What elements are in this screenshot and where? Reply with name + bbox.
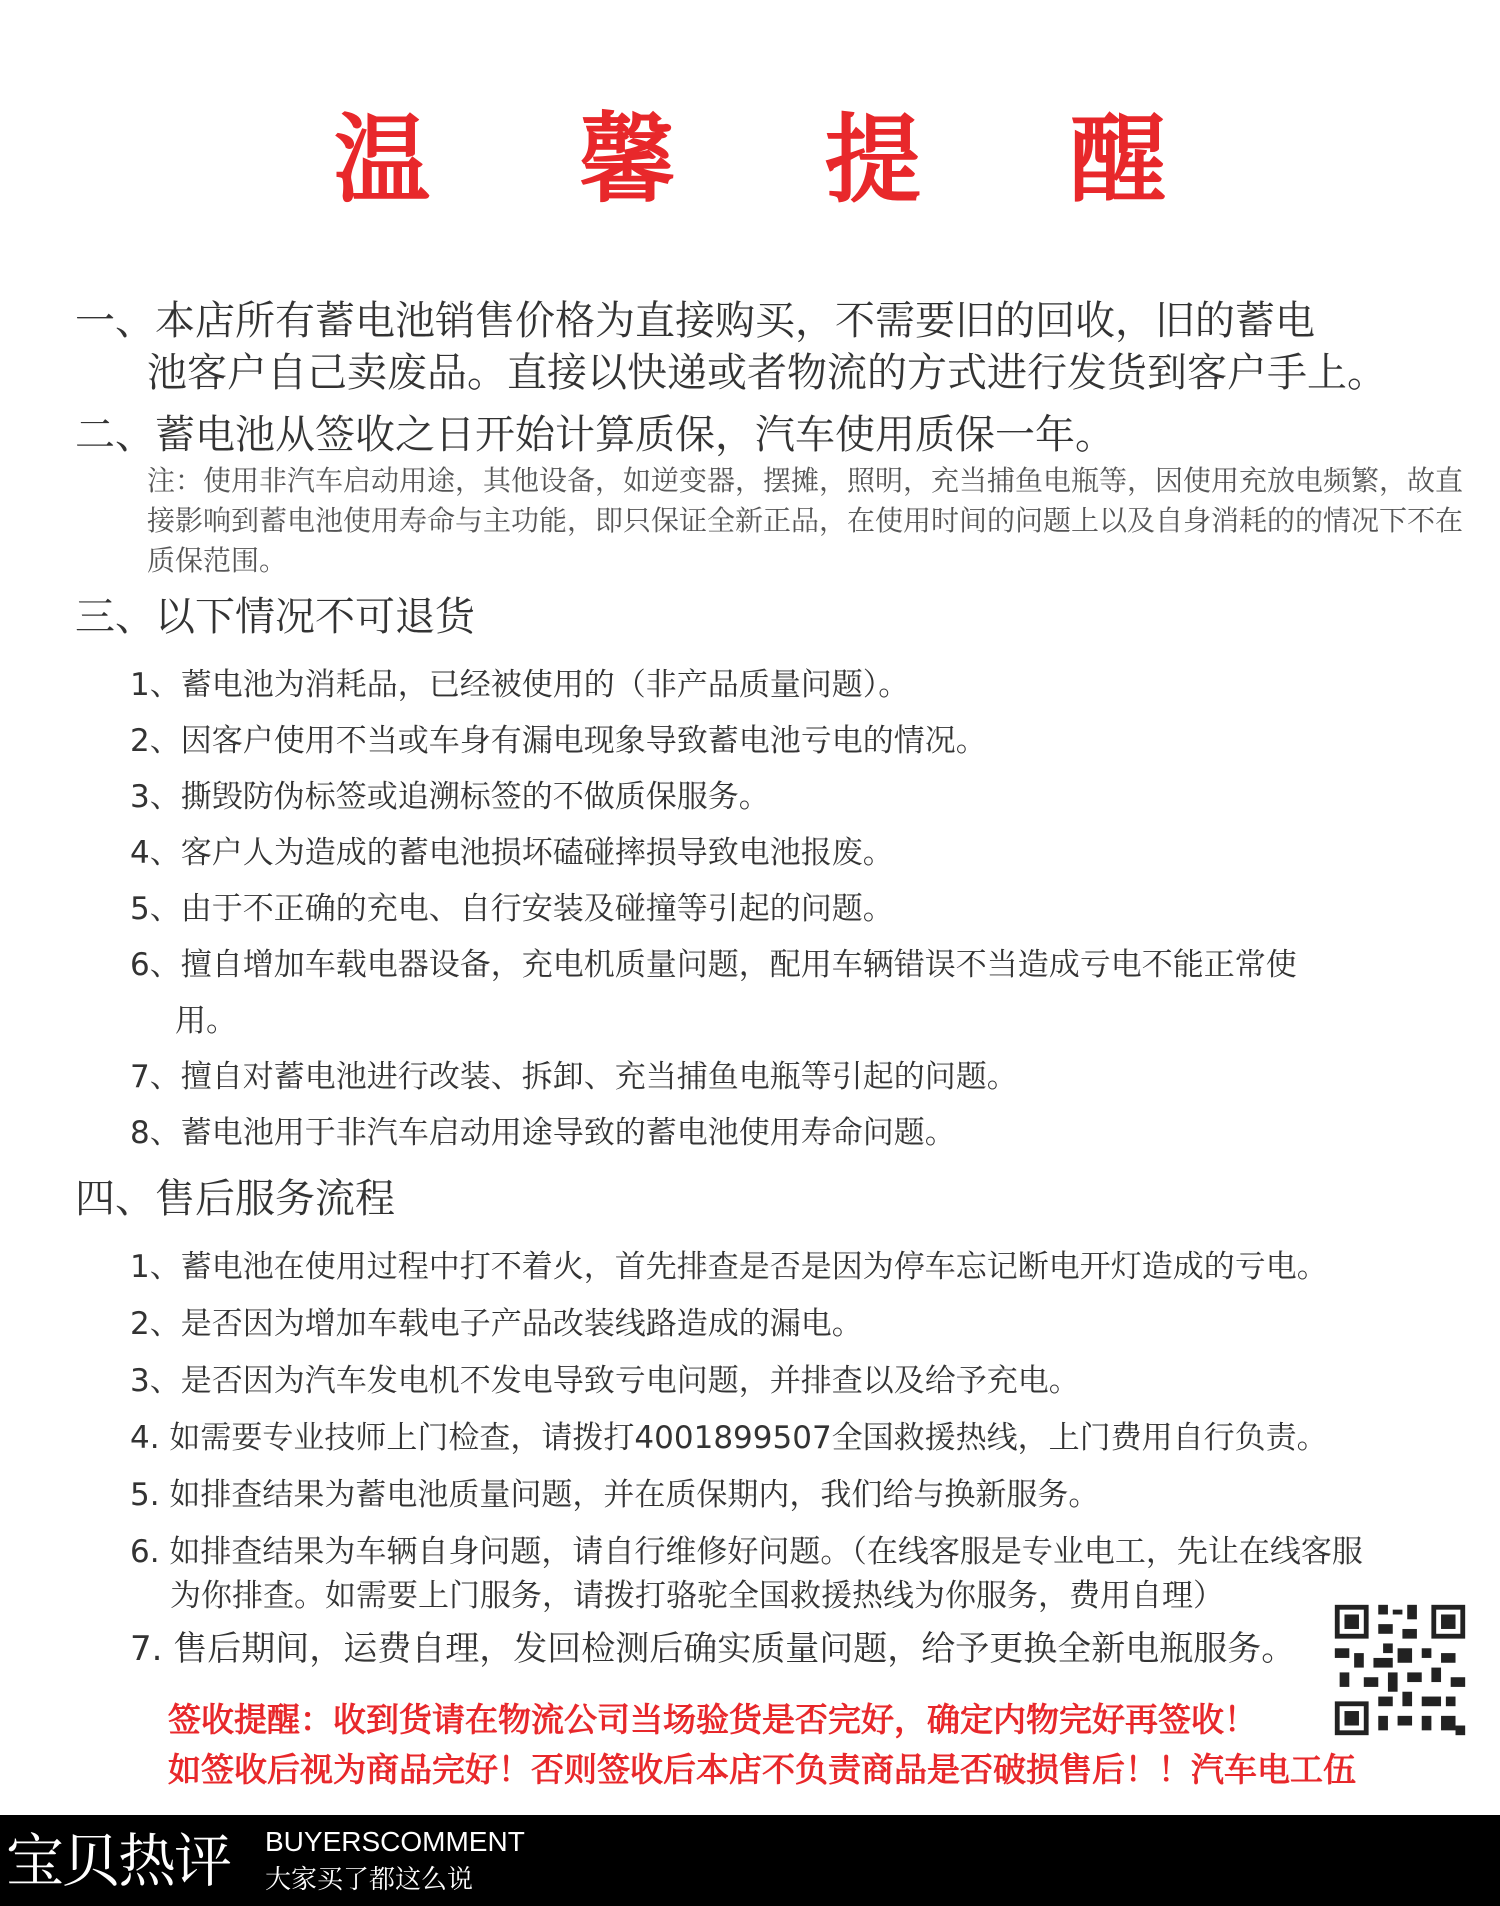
list-item: 3、是否因为汽车发电机不发电导致亏电问题，并排查以及给予充电。 <box>130 1363 1080 1399</box>
list-item: 4、客户人为造成的蓄电池损坏磕碰摔损导致电池报废。 <box>130 835 894 871</box>
list-item: 8、蓄电池用于非汽车启动用途导致的蓄电池使用寿命问题。 <box>130 1115 956 1151</box>
list-item: 1、蓄电池为消耗品，已经被使用的（非产品质量问题）。 <box>130 667 910 703</box>
warning-line-1: 签收提醒：收到货请在物流公司当场验货是否完好，确定内物完好再签收！ <box>168 1700 1257 1739</box>
section-4-list <box>75 1239 1475 1679</box>
warning-line-2 <box>168 1745 1488 1795</box>
list-item: 7. 售后期间，运费自理，发回检测后确实质量问题，给予更换全新电瓶服务。 <box>130 1629 1296 1669</box>
banner-subtitle: 大家买了都这么说 <box>265 1865 474 1895</box>
list-item: 5. 如排查结果为蓄电池质量问题，并在质保期内，我们给与换新服务。 <box>130 1477 1100 1513</box>
page-title: 温 馨 提 醒 <box>333 104 1225 216</box>
list-item: 6. 如排查结果为车辆自身问题，请自行维修好问题。（在线客服是专业电工，先让在线客服 <box>130 1534 1363 1570</box>
list-item: 3、撕毁防伪标签或追溯标签的不做质保服务。 <box>130 779 770 815</box>
section-3-list <box>75 657 1475 1161</box>
section-2-note: 注：使用非汽车启动用途，其他设备，如逆变器，摆摊，照明，充当捕鱼电瓶等，因使用充放电频繁，故直接影响到蓄电池使用寿命与主功能，即只保证全新正品，在使用时间的问题上以及自身消耗的的情况下不在质保范围。 <box>147 464 1464 577</box>
shop-brand: 汽车电工伍 <box>1191 1750 1356 1789</box>
list-item: 4. 如需要专业技师上门检查，请拨打4001899507全国救援热线，上门费用自行负责。 <box>130 1420 1328 1456</box>
reviews-banner <box>0 1815 1500 1906</box>
section-2-heading: 二、蓄电池从签收之日开始计算质保，汽车使用质保一年。 <box>75 412 1115 458</box>
section-4-heading: 四、售后服务流程 <box>75 1176 395 1222</box>
list-item: 2、是否因为增加车载电子产品改装线路造成的漏电。 <box>130 1306 863 1342</box>
section-3-heading: 三、以下情况不可退货 <box>75 594 475 640</box>
list-item: 1、蓄电池在使用过程中打不着火，首先排查是否是因为停车忘记断电开灯造成的亏电。 <box>130 1249 1328 1285</box>
notice-content <box>75 295 1475 1691</box>
banner-title: 宝贝热评 <box>6 1827 231 1895</box>
list-item-continuation: 为你排查。如需要上门服务，请拨打骆驼全国救援热线为你服务，费用自理） <box>170 1578 1224 1614</box>
section-1-continuation: 池客户自己卖废品。直接以快递或者物流的方式进行发货到客户手上。 <box>147 350 1387 396</box>
banner-english-title: BUYERSCOMMENT <box>265 1826 525 1857</box>
list-item: 7、擅自对蓄电池进行改装、拆卸、充当捕鱼电瓶等引起的问题。 <box>130 1059 1018 1095</box>
delivery-warning <box>168 1695 1488 1795</box>
list-item-continuation: 用。 <box>175 1003 237 1039</box>
list-item: 2、因客户使用不当或车身有漏电现象导致蓄电池亏电的情况。 <box>130 723 987 759</box>
section-1-heading: 一、本店所有蓄电池销售价格为直接购买，不需要旧的回收，旧的蓄电 <box>75 298 1315 344</box>
list-item: 5、由于不正确的充电、自行安装及碰撞等引起的问题。 <box>130 891 894 927</box>
list-item: 6、擅自增加车载电器设备，充电机质量问题，配用车辆错误不当造成亏电不能正常使 <box>130 947 1297 983</box>
warning-line-2-text: 如签收后视为商品完好！否则签收后本店不负责商品是否破损售后！！ <box>168 1750 1191 1789</box>
